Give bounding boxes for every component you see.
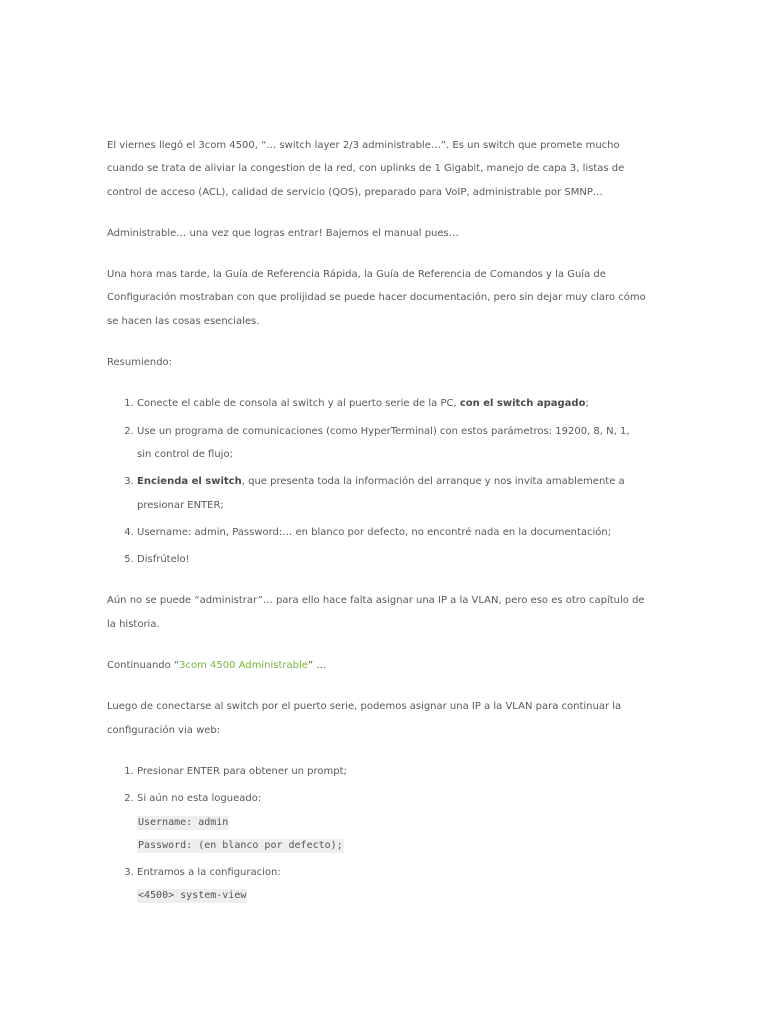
list-item-text: Si aún no esta logueado: bbox=[137, 793, 262, 805]
code-system-view: <4500> system-view bbox=[138, 889, 247, 901]
article-body bbox=[107, 134, 647, 925]
list-item bbox=[137, 548, 647, 571]
list-item-bold: con el switch apagado bbox=[459, 398, 586, 410]
continuation-suffix: ” … bbox=[307, 660, 327, 672]
paragraph-summary-heading: Resumiendo: bbox=[107, 357, 173, 369]
list-item bbox=[137, 787, 647, 856]
list-item-text: Presionar ENTER para obtener un prompt; bbox=[137, 765, 347, 777]
list-item bbox=[137, 861, 647, 907]
list-item-text: Use un programa de comunicaciones (como HyperTerminal) con estos parámetros: 19200, 8, N, 1, sin control de flujo; bbox=[137, 425, 630, 460]
paragraph-manuals: Una hora mas tarde, la Guía de Referencia Rápida, la Guía de Referencia de Comandos y la Guía de Configuración mostraban con que prolijidad se puede hacer documentación, pero sin dejar muy claro cómo se hacen las cosas esenciales. bbox=[107, 269, 646, 327]
list-item bbox=[137, 420, 647, 467]
list-item-text: Conecte el cable de consola al switch y al puerto serie de la PC, bbox=[137, 398, 460, 410]
continuation-prefix: Continuando “ bbox=[107, 660, 180, 672]
code-password: Password: (en blanco por defecto); bbox=[138, 839, 343, 851]
paragraph-intro: El viernes llegó el 3com 4500, “… switch layer 2/3 administrable…”. Es un switch que promete mucho cuando se trata de aliviar la congestion de la red, con uplinks de 1 Gigabit, manejo de capa 3, listas de control de acceso (ACL), calidad de servicio (QOS), preparado para VoIP, administrable por SMNP… bbox=[107, 140, 625, 198]
steps-list bbox=[107, 392, 647, 571]
code-username: Username: admin bbox=[138, 816, 229, 828]
list-item bbox=[137, 470, 647, 517]
list-item-text: Disfrútelo! bbox=[137, 554, 190, 566]
paragraph-vlan-note: Aún no se puede “administrar”… para ello hace falta asignar una IP a la VLAN, pero eso es otro capítulo de la historia. bbox=[107, 595, 645, 630]
paragraph-continuation bbox=[107, 654, 647, 677]
list-item-bold: Encienda el switch bbox=[137, 476, 242, 488]
list-item-text-end: ; bbox=[585, 398, 589, 410]
continuation-link[interactable]: 3com 4500 Administrable bbox=[179, 660, 308, 672]
list-item-text: Entramos a la configuracion: bbox=[137, 866, 281, 878]
list-item-text: , que presenta toda la información del arranque y nos invita amablemente a presionar ENTER; bbox=[137, 476, 625, 511]
paragraph-administrable: Administrable… una vez que logras entrar! Bajemos el manual pues… bbox=[107, 227, 459, 239]
list-item-text: Username: admin, Password:… en blanco por defecto, no encontré nada en la documentación; bbox=[137, 526, 612, 538]
paragraph-serial-config: Luego de conectarse al switch por el puerto serie, podemos asignar una IP a la VLAN para continuar la configuración via web: bbox=[107, 701, 622, 736]
list-item bbox=[137, 521, 647, 544]
list-item bbox=[137, 760, 647, 783]
list-item bbox=[137, 392, 647, 415]
config-steps-list bbox=[107, 760, 647, 907]
